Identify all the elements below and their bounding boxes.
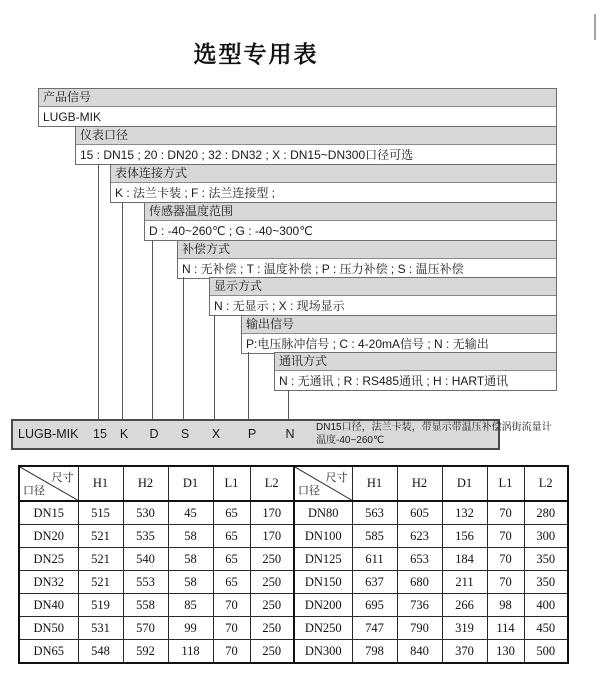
cell: 65 xyxy=(213,571,250,594)
cell-diameter: DN65 xyxy=(19,640,78,664)
dimension-table xyxy=(18,465,569,664)
cell: 521 xyxy=(78,571,123,594)
selection-label: 通讯方式 xyxy=(275,353,556,371)
cell: 70 xyxy=(487,571,524,594)
table-row xyxy=(19,617,568,640)
model-description-line1: DN15口径，法兰卡装，带显示带温压补偿涡街流量计 xyxy=(316,422,552,433)
cell: 250 xyxy=(250,640,294,664)
cell: 70 xyxy=(487,525,524,548)
selection-options: LUGB-MIK xyxy=(43,110,102,124)
table-row xyxy=(19,571,568,594)
model-code-display: X xyxy=(211,427,221,441)
column-header: D1 xyxy=(442,466,487,501)
cell: 747 xyxy=(352,617,397,640)
column-header: H2 xyxy=(123,466,168,501)
cell: 530 xyxy=(123,501,168,525)
corner-cell xyxy=(294,466,352,501)
model-code-connection: K xyxy=(119,427,129,441)
cell: 840 xyxy=(397,640,442,664)
cell-diameter: DN20 xyxy=(19,525,78,548)
selection-options: N : 无补偿 ; T : 温度补偿 ; P : 压力补偿 ; S : 温压补偿 xyxy=(182,262,464,276)
cell: 521 xyxy=(78,548,123,571)
cell: 736 xyxy=(397,594,442,617)
cell: 170 xyxy=(250,501,294,525)
selection-label: 表体连接方式 xyxy=(111,165,556,183)
cell: 250 xyxy=(250,571,294,594)
cell: 585 xyxy=(352,525,397,548)
selection-box-compensation xyxy=(177,240,557,279)
corner-label-diameter: 口径 xyxy=(23,485,45,497)
cell-diameter: DN200 xyxy=(294,594,352,617)
model-code-row xyxy=(11,419,552,450)
cell: 695 xyxy=(352,594,397,617)
column-header: H1 xyxy=(352,466,397,501)
cell-diameter: DN300 xyxy=(294,640,352,664)
cell: 211 xyxy=(442,571,487,594)
selection-box-body-connection xyxy=(110,164,557,203)
cell: 280 xyxy=(524,501,568,525)
cell: 99 xyxy=(168,617,213,640)
selection-options: N : 无通讯 ; R : RS485通讯 ; H : HART通讯 xyxy=(279,374,509,388)
connector-line xyxy=(98,164,99,419)
table-row xyxy=(19,640,568,664)
cell: 250 xyxy=(250,617,294,640)
cell-diameter: DN50 xyxy=(19,617,78,640)
model-code-diameter: 15 xyxy=(93,427,107,441)
cell: 558 xyxy=(123,594,168,617)
cell: 118 xyxy=(168,640,213,664)
scrollbar-fragment xyxy=(594,14,596,40)
cell: 798 xyxy=(352,640,397,664)
cell: 250 xyxy=(250,548,294,571)
cell: 350 xyxy=(524,571,568,594)
cell: 519 xyxy=(78,594,123,617)
selection-box-sensor-temp-range xyxy=(144,202,557,241)
column-header: H2 xyxy=(397,466,442,501)
selection-label: 传感器温度范围 xyxy=(145,203,556,221)
cell-diameter: DN100 xyxy=(294,525,352,548)
corner-label-size: 尺寸 xyxy=(325,472,348,484)
cell: 58 xyxy=(168,571,213,594)
corner-label-size: 尺寸 xyxy=(51,472,74,484)
cell: 611 xyxy=(352,548,397,571)
cell: 300 xyxy=(524,525,568,548)
column-header: H1 xyxy=(78,466,123,501)
cell: 85 xyxy=(168,594,213,617)
cell: 70 xyxy=(213,640,250,664)
cell: 521 xyxy=(78,525,123,548)
corner-cell xyxy=(19,466,78,501)
connector-line xyxy=(288,390,289,419)
cell: 531 xyxy=(78,617,123,640)
cell-diameter: DN15 xyxy=(19,501,78,525)
table-row xyxy=(19,594,568,617)
model-code-compensation: S xyxy=(180,427,190,441)
cell: 500 xyxy=(524,640,568,664)
selection-label: 产品信号 xyxy=(39,89,556,107)
model-code-communication: N xyxy=(285,427,295,441)
selection-options: D : -40~260℃ ; G : -40~300℃ xyxy=(149,224,313,238)
cell: 70 xyxy=(487,501,524,525)
cell-diameter: DN125 xyxy=(294,548,352,571)
cell: 623 xyxy=(397,525,442,548)
cell: 540 xyxy=(123,548,168,571)
cell: 70 xyxy=(487,548,524,571)
cell: 130 xyxy=(487,640,524,664)
selection-box-product-signal xyxy=(38,88,557,127)
cell: 790 xyxy=(397,617,442,640)
model-code-temp-range: D xyxy=(149,427,159,441)
cell: 70 xyxy=(213,617,250,640)
cell-diameter: DN25 xyxy=(19,548,78,571)
column-header: L1 xyxy=(487,466,524,501)
cell: 350 xyxy=(524,548,568,571)
cell: 400 xyxy=(524,594,568,617)
cell: 370 xyxy=(442,640,487,664)
selection-label: 补偿方式 xyxy=(178,241,556,259)
selection-label: 仪表口径 xyxy=(76,127,556,145)
cell: 515 xyxy=(78,501,123,525)
cell: 450 xyxy=(524,617,568,640)
cell: 680 xyxy=(397,571,442,594)
selection-options: 15 : DN15 ; 20 : DN20 ; 32 : DN32 ; X : DN15~DN300口径可选 xyxy=(80,148,414,162)
column-header: L2 xyxy=(524,466,568,501)
cell-diameter: DN40 xyxy=(19,594,78,617)
column-header: L1 xyxy=(213,466,250,501)
cell: 563 xyxy=(352,501,397,525)
cell: 266 xyxy=(442,594,487,617)
cell: 70 xyxy=(213,594,250,617)
cell: 65 xyxy=(213,525,250,548)
cell: 156 xyxy=(442,525,487,548)
selection-box-output-signal xyxy=(241,315,557,354)
cell: 553 xyxy=(123,571,168,594)
cell: 637 xyxy=(352,571,397,594)
cell: 592 xyxy=(123,640,168,664)
model-code-output: P xyxy=(247,427,257,441)
selection-box-meter-diameter xyxy=(75,126,557,165)
cell: 548 xyxy=(78,640,123,664)
selection-box-communication xyxy=(274,352,557,391)
model-description-line2: 温度-40~260℃ xyxy=(316,434,385,446)
selection-options: K : 法兰卡装 ; F : 法兰连接型 ; xyxy=(115,186,276,200)
cell: 58 xyxy=(168,548,213,571)
cell: 535 xyxy=(123,525,168,548)
connector-line xyxy=(122,202,123,419)
connector-line xyxy=(152,240,153,419)
selection-label: 输出信号 xyxy=(242,316,556,334)
cell: 65 xyxy=(213,501,250,525)
cell: 605 xyxy=(397,501,442,525)
cell: 114 xyxy=(487,617,524,640)
connector-line xyxy=(214,315,215,419)
model-description xyxy=(316,422,552,447)
cell: 250 xyxy=(250,594,294,617)
cell: 570 xyxy=(123,617,168,640)
selection-box-display-mode xyxy=(209,277,557,316)
table-row xyxy=(19,525,568,548)
cell-diameter: DN150 xyxy=(294,571,352,594)
selection-label: 显示方式 xyxy=(210,278,556,296)
column-header: L2 xyxy=(250,466,294,501)
cell: 653 xyxy=(397,548,442,571)
cell: 58 xyxy=(168,525,213,548)
cell-diameter: DN250 xyxy=(294,617,352,640)
table-row xyxy=(19,501,568,525)
cell: 132 xyxy=(442,501,487,525)
connector-line xyxy=(183,277,184,419)
selection-options: P:电压脉冲信号 ; C : 4-20mA信号 ; N : 无输出 xyxy=(246,337,489,351)
cell: 65 xyxy=(213,548,250,571)
selection-options: N : 无显示 ; X : 现场显示 xyxy=(214,299,345,313)
table-row xyxy=(19,548,568,571)
dimension-table-header-row xyxy=(19,466,568,501)
cell: 45 xyxy=(168,501,213,525)
connector-line xyxy=(248,352,249,419)
cell: 319 xyxy=(442,617,487,640)
page-title: 选型专用表 xyxy=(193,41,319,67)
cell: 98 xyxy=(487,594,524,617)
column-header: D1 xyxy=(168,466,213,501)
cell-diameter: DN32 xyxy=(19,571,78,594)
corner-label-diameter: 口径 xyxy=(298,485,320,497)
cell-diameter: DN80 xyxy=(294,501,352,525)
cell: 170 xyxy=(250,525,294,548)
cell: 184 xyxy=(442,548,487,571)
model-prefix: LUGB-MIK xyxy=(18,427,79,441)
